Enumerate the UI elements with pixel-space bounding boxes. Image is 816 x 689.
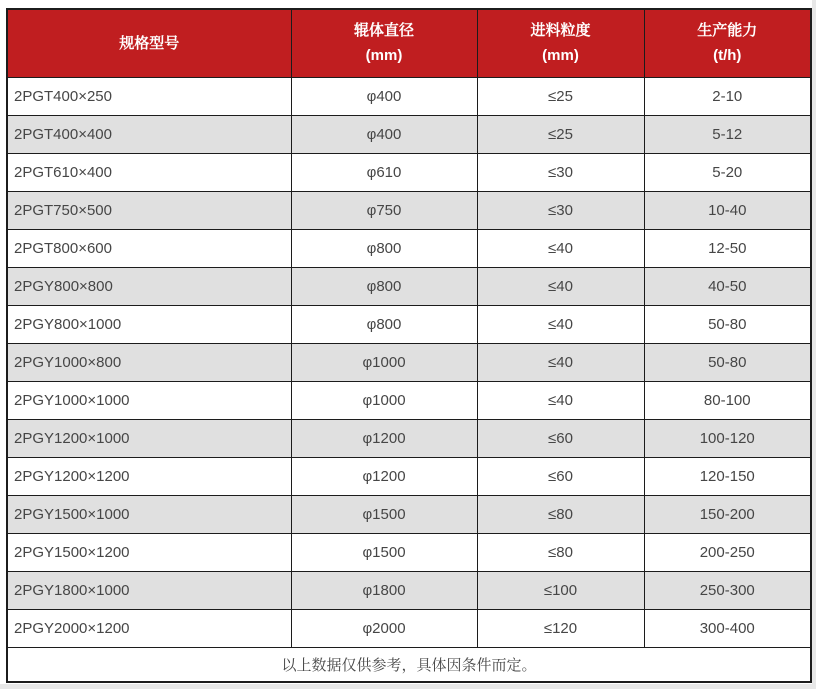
cell-model: 2PGT610×400 <box>7 153 291 191</box>
cell-model: 2PGY800×800 <box>7 267 291 305</box>
cell-roller-diameter: φ400 <box>291 115 477 153</box>
cell-model: 2PGY1200×1000 <box>7 419 291 457</box>
cell-model: 2PGT400×250 <box>7 77 291 115</box>
cell-roller-diameter: φ800 <box>291 267 477 305</box>
header-cell-feed-size <box>477 9 644 77</box>
header-unit: (mm) <box>542 47 579 65</box>
cell-roller-diameter: φ800 <box>291 305 477 343</box>
table-row <box>7 457 811 495</box>
cell-capacity: 12-50 <box>644 229 811 267</box>
cell-capacity: 5-20 <box>644 153 811 191</box>
cell-model: 2PGT750×500 <box>7 191 291 229</box>
table-row <box>7 571 811 609</box>
header-label: 辊体直径 <box>353 22 414 40</box>
cell-capacity: 200-250 <box>644 533 811 571</box>
cell-capacity: 120-150 <box>644 457 811 495</box>
cell-model: 2PGY1500×1000 <box>7 495 291 533</box>
cell-feed-size: ≤100 <box>477 571 644 609</box>
cell-feed-size: ≤40 <box>477 229 644 267</box>
table-row <box>7 343 811 381</box>
cell-feed-size: ≤40 <box>477 343 644 381</box>
table-row <box>7 495 811 533</box>
table-row <box>7 153 811 191</box>
cell-roller-diameter: φ1500 <box>291 495 477 533</box>
cell-feed-size: ≤30 <box>477 153 644 191</box>
cell-model: 2PGY1000×1000 <box>7 381 291 419</box>
header-label: 进料粒度 <box>530 22 591 40</box>
cell-capacity: 150-200 <box>644 495 811 533</box>
cell-capacity: 10-40 <box>644 191 811 229</box>
table-row <box>7 381 811 419</box>
page-edge-bottom <box>0 684 816 689</box>
cell-capacity: 300-400 <box>644 609 811 647</box>
footer-note: 以上数据仅供参考，具体因条件而定。 <box>7 647 811 682</box>
header-cell-roller-diameter <box>291 9 477 77</box>
header-label: 生产能力 <box>697 22 758 40</box>
cell-roller-diameter: φ400 <box>291 77 477 115</box>
cell-model: 2PGT400×400 <box>7 115 291 153</box>
header-unit: (t/h) <box>713 47 742 65</box>
table-row <box>7 77 811 115</box>
cell-roller-diameter: φ610 <box>291 153 477 191</box>
cell-capacity: 50-80 <box>644 305 811 343</box>
cell-feed-size: ≤25 <box>477 115 644 153</box>
cell-feed-size: ≤60 <box>477 419 644 457</box>
header-row <box>7 9 811 77</box>
table-row <box>7 533 811 571</box>
table-row <box>7 191 811 229</box>
cell-model: 2PGY1000×800 <box>7 343 291 381</box>
header-label: 规格型号 <box>119 34 180 52</box>
cell-roller-diameter: φ1500 <box>291 533 477 571</box>
header-unit: (mm) <box>365 47 403 65</box>
cell-feed-size: ≤25 <box>477 77 644 115</box>
table-row <box>7 305 811 343</box>
cell-model: 2PGY1200×1200 <box>7 457 291 495</box>
cell-model: 2PGY1800×1000 <box>7 571 291 609</box>
cell-feed-size: ≤120 <box>477 609 644 647</box>
page-edge-right <box>812 0 816 689</box>
cell-feed-size: ≤60 <box>477 457 644 495</box>
table-row <box>7 419 811 457</box>
cell-capacity: 40-50 <box>644 267 811 305</box>
table-row <box>7 267 811 305</box>
cell-feed-size: ≤40 <box>477 381 644 419</box>
cell-roller-diameter: φ800 <box>291 229 477 267</box>
cell-capacity: 100-120 <box>644 419 811 457</box>
table-row <box>7 115 811 153</box>
cell-feed-size: ≤80 <box>477 533 644 571</box>
cell-roller-diameter: φ1000 <box>291 343 477 381</box>
footer-row <box>7 647 811 682</box>
cell-capacity: 2-10 <box>644 77 811 115</box>
cell-model: 2PGY800×1000 <box>7 305 291 343</box>
cell-capacity: 50-80 <box>644 343 811 381</box>
cell-roller-diameter: φ2000 <box>291 609 477 647</box>
cell-model: 2PGT800×600 <box>7 229 291 267</box>
cell-model: 2PGY1500×1200 <box>7 533 291 571</box>
cell-model: 2PGY2000×1200 <box>7 609 291 647</box>
cell-roller-diameter: φ1200 <box>291 419 477 457</box>
cell-feed-size: ≤40 <box>477 267 644 305</box>
cell-feed-size: ≤30 <box>477 191 644 229</box>
cell-feed-size: ≤40 <box>477 305 644 343</box>
cell-roller-diameter: φ1800 <box>291 571 477 609</box>
cell-capacity: 250-300 <box>644 571 811 609</box>
cell-roller-diameter: φ750 <box>291 191 477 229</box>
cell-feed-size: ≤80 <box>477 495 644 533</box>
header-cell-capacity <box>644 9 811 77</box>
header-cell-model <box>7 9 291 77</box>
cell-roller-diameter: φ1200 <box>291 457 477 495</box>
spec-table <box>6 8 812 683</box>
table-row <box>7 229 811 267</box>
table-row <box>7 609 811 647</box>
cell-roller-diameter: φ1000 <box>291 381 477 419</box>
cell-capacity: 5-12 <box>644 115 811 153</box>
cell-capacity: 80-100 <box>644 381 811 419</box>
